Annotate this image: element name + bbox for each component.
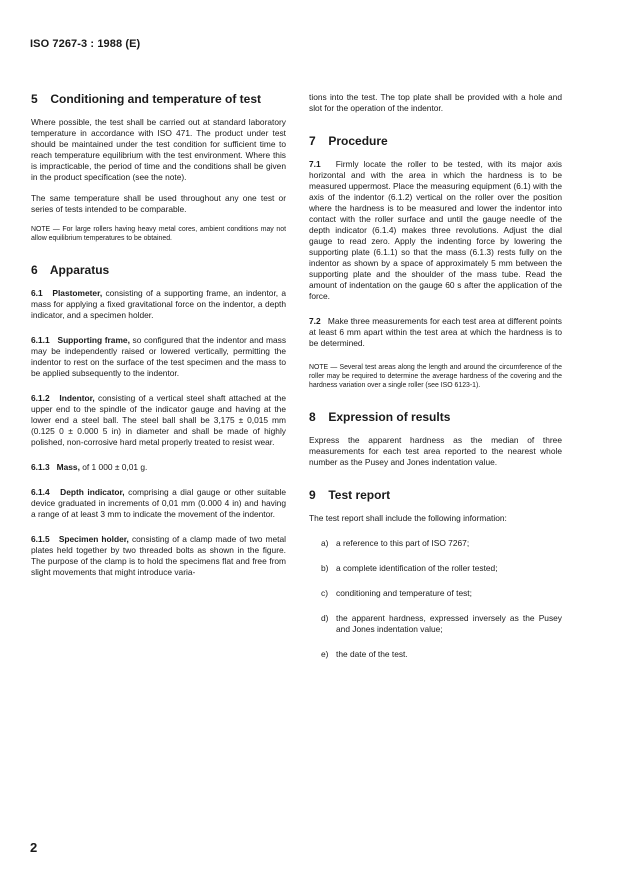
section-number: 8 bbox=[309, 410, 316, 424]
clause-number: 6.1.5 bbox=[31, 534, 50, 544]
section-number: 6 bbox=[31, 263, 38, 277]
list-label: b) bbox=[321, 563, 329, 573]
section-number: 9 bbox=[309, 488, 316, 502]
section-title: Test report bbox=[328, 488, 391, 502]
section-title: Procedure bbox=[328, 134, 388, 148]
clause-6-1-5 bbox=[31, 534, 286, 578]
section-number: 5 bbox=[31, 92, 38, 106]
clause-text: so configured that the indentor and mass may be independently raised or lowered vertically, permitting the indentor to rest on the surface of the test specimen and the mass to be applied subsequently to the indentor. bbox=[31, 335, 287, 378]
section-5-heading bbox=[31, 92, 286, 107]
page-number: 2 bbox=[30, 840, 38, 855]
left-column bbox=[31, 92, 286, 578]
clause-number: 6.1.2 bbox=[31, 393, 50, 403]
clause-title: Plastometer, bbox=[52, 288, 103, 298]
clause-title: Supporting frame, bbox=[57, 335, 130, 345]
clause-6-1-3 bbox=[31, 462, 286, 473]
clause-number: 7.1 bbox=[309, 159, 321, 169]
section-8-heading bbox=[309, 410, 562, 425]
list-item bbox=[309, 649, 562, 660]
list-text: the apparent hardness, expressed inversely as the Pusey and Jones indentation value; bbox=[336, 613, 562, 634]
clause-text: Make three measurements for each test area at different points at least 6 mm apart within the test area at which the hardness is to be determined. bbox=[309, 316, 562, 348]
list-item bbox=[309, 613, 562, 635]
list-label: e) bbox=[321, 649, 329, 659]
section-title: Apparatus bbox=[49, 263, 110, 277]
clause-6-1-2 bbox=[31, 393, 286, 448]
clause-7-1 bbox=[309, 159, 562, 302]
clause-number: 7.2 bbox=[309, 316, 321, 326]
standard-reference: ISO 7267-3 : 1988 (E) bbox=[30, 38, 141, 50]
list-text: conditioning and temperature of test; bbox=[336, 588, 472, 598]
section-number: 7 bbox=[309, 134, 316, 148]
note: NOTE — For large rollers having heavy metal cores, ambient conditions may not allow equilibrium temperatures to be obtained. bbox=[31, 226, 286, 242]
clause-title: Indentor, bbox=[59, 393, 95, 403]
list-item bbox=[309, 588, 562, 599]
clause-title: Depth indicator, bbox=[60, 487, 125, 497]
clause-text: consisting of a clamp made of two metal plates held together by two threaded bolts as shown in the figure. The purpose of the clamp is to hold the specimens flat and free from slight movements that might introduce varia- bbox=[31, 534, 286, 577]
clause-text: Firmly locate the roller to be tested, with its major axis horizontal and with the area in which the hardness is to be measured uppermost. Place the measuring equipment (6.1) with the axis of the indentor (6.1.2) vertical on the roller over the position where the hardness is to be measured and lower the indentor into contact with the roller surface and until the gauge needle of the depth indicator (6.1.4) makes three revolutions. Adjust the dial gauge to read zero. Apply the indenting force by lowering the supporting plate (6.1.1) so that the mass (6.1.3) rests fully on the indentor as shown by a space of approximately 5 mm between the supporting plate and the shoulder of the mass tube. Read the amount of indentation on the gauge 60 s after the application of the force. bbox=[309, 159, 562, 301]
clause-title: Specimen holder, bbox=[58, 534, 129, 544]
section-title: Expression of results bbox=[328, 410, 451, 424]
clause-text: comprising a dial gauge or other suitable device graduated in increments of 0,01 mm (0.000 4 in) and having a range of at least 3 mm to indicate the movement of the indentor. bbox=[31, 487, 287, 519]
list-text: the date of the test. bbox=[336, 649, 408, 659]
list-text: a complete identification of the roller tested; bbox=[336, 563, 498, 573]
clause-number: 6.1.1 bbox=[31, 335, 50, 345]
section-title: Conditioning and temperature of test bbox=[50, 92, 262, 106]
list-text: a reference to this part of ISO 7267; bbox=[336, 538, 470, 548]
clause-text: consisting of a vertical steel shaft attached at the upper end to the spindle of the indicator gauge and having at the lower end a steel ball. The steel ball shall be 3,175 ± 0,015 mm (0.125 0 ± 0.000 5 in) in diameter and shall be made of highly polished, non-corrosive hard metal properly treated to resist wear. bbox=[31, 393, 287, 447]
clause-text: of 1 000 ± 0,01 g. bbox=[82, 462, 148, 472]
clause-6-1-1 bbox=[31, 335, 286, 379]
paragraph: The same temperature shall be used throughout any one test or series of tests intended to be comparable. bbox=[31, 193, 286, 214]
list-item bbox=[309, 538, 562, 549]
continued-paragraph: tions into the test. The top plate shall be provided with a hole and slot for the operation of the indentor. bbox=[309, 92, 562, 113]
clause-number: 6.1.4 bbox=[31, 487, 50, 497]
note: NOTE — Several test areas along the length and around the circumference of the roller may be required to determine the average hardness of the covering and the hardness variation over a single roller (see ISO 6123-1). bbox=[309, 364, 562, 389]
clause-6-1 bbox=[31, 288, 286, 321]
section-7-heading bbox=[309, 134, 562, 149]
list-label: d) bbox=[321, 613, 329, 623]
section-6-heading bbox=[31, 263, 286, 278]
list-label: c) bbox=[321, 588, 328, 598]
clause-title: Mass, bbox=[56, 462, 80, 472]
list-label: a) bbox=[321, 538, 329, 548]
right-column bbox=[309, 92, 562, 674]
clause-7-2 bbox=[309, 316, 562, 349]
paragraph: The test report shall include the following information: bbox=[309, 513, 507, 523]
section-9-heading bbox=[309, 488, 562, 503]
clause-text: consisting of a supporting frame, an indentor, a mass for applying a fixed gravitational force on the indentor, a depth indicator, and a specimen holder. bbox=[31, 288, 286, 320]
paragraph: Where possible, the test shall be carried out at standard laboratory temperature in accordance with ISO 471. The product under test should be maintained under the test condition for sufficient time to reach temperature equilibrium with the test environment. Where this is impracticable, the period of time and the conditions shall be given in the product specification (see the note). bbox=[31, 117, 286, 182]
clause-number: 6.1 bbox=[31, 288, 43, 298]
clause-number: 6.1.3 bbox=[31, 462, 50, 472]
clause-6-1-4 bbox=[31, 487, 286, 520]
list-item bbox=[309, 563, 562, 574]
paragraph: Express the apparent hardness as the median of three measurements for each test area reported to the nearest whole number as the Pusey and Jones indentation value. bbox=[309, 435, 562, 467]
